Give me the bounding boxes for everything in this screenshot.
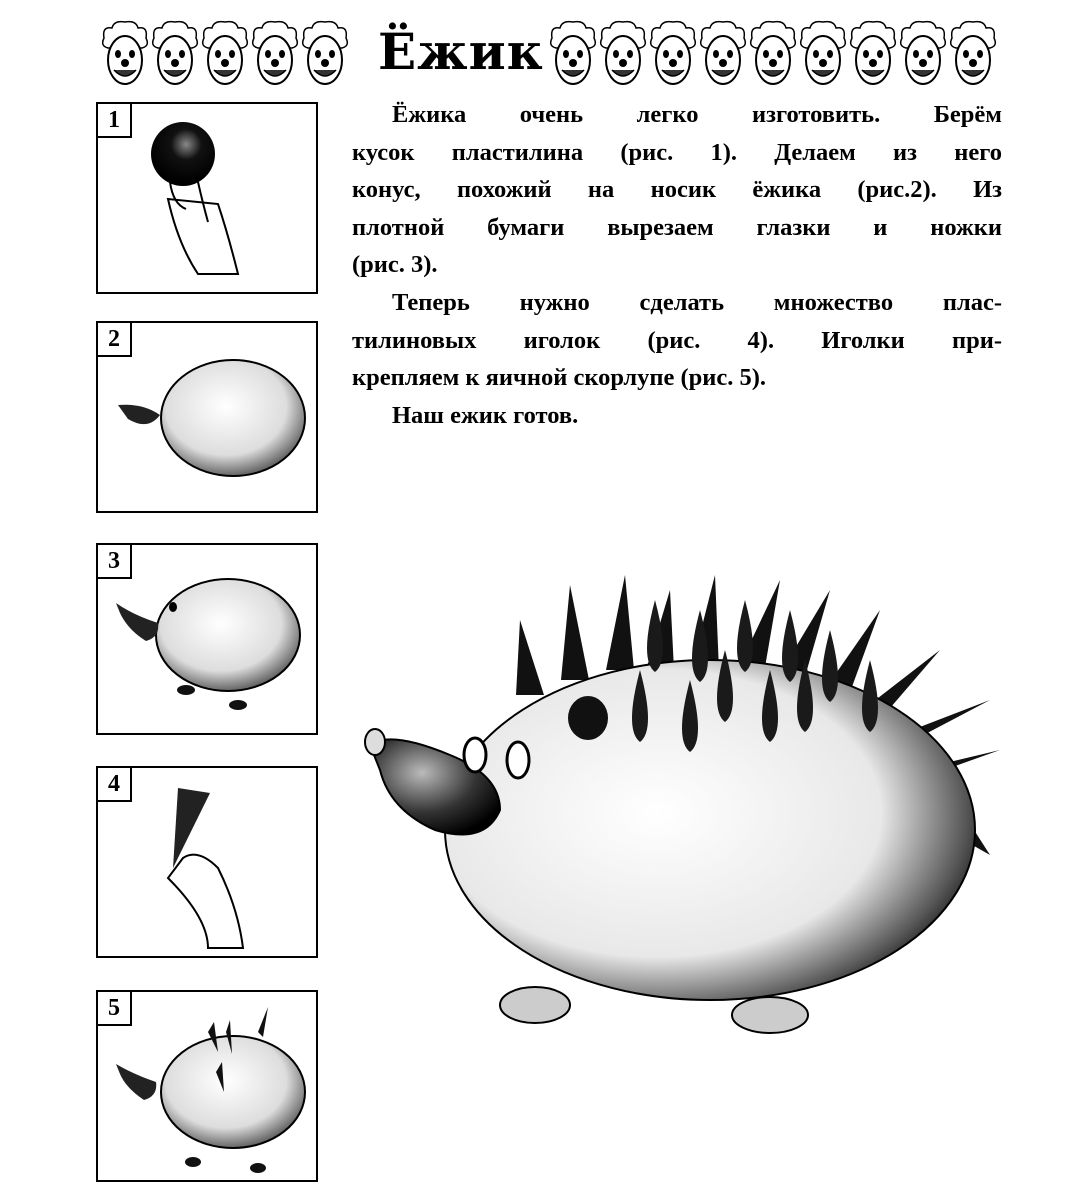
clown-face-icon <box>948 18 998 90</box>
clown-face-icon <box>648 18 698 90</box>
needle-drop <box>737 600 753 672</box>
needle-drop <box>862 660 878 732</box>
text-line: (рис. 3). <box>352 251 438 279</box>
figure-1-panel <box>96 102 318 294</box>
clown-face-icon <box>100 18 150 90</box>
needle-drop <box>782 610 798 682</box>
clown-face-icon <box>598 18 648 90</box>
text-line: тилиновых иголок (рис. 4). Иголки при- <box>352 326 1002 354</box>
clown-face-icon <box>548 18 598 90</box>
clown-face-icon <box>300 18 350 90</box>
clown-face-icon <box>698 18 748 90</box>
clown-face-icon <box>200 18 250 90</box>
figure-number: 5 <box>98 992 132 1026</box>
figure-number: 3 <box>98 545 132 579</box>
needle-drop <box>647 600 663 672</box>
text-line: крепляем к яичной скорлупе (рис. 5). <box>352 364 767 392</box>
clown-faces-right <box>548 18 998 90</box>
needle-drop <box>822 630 838 702</box>
figure-number: 4 <box>98 768 132 802</box>
text-line: конус, похожий на носик ёжика (рис.2). Из <box>352 176 1002 204</box>
paragraph-2 <box>352 284 1002 397</box>
spine <box>606 575 634 670</box>
page-title: Ёжик <box>378 22 544 81</box>
text-line: плотной бумаги вырезаем глазки и ножки <box>352 213 1002 241</box>
spine <box>516 620 544 695</box>
clown-face-icon <box>798 18 848 90</box>
figure-2-panel <box>96 321 318 513</box>
text-line: Наш ежик готов. <box>392 401 579 429</box>
text-line: Ёжика очень легко изготовить. Берём <box>392 101 1002 128</box>
clown-faces-left <box>100 18 350 90</box>
figure-number: 2 <box>98 323 132 357</box>
finished-hedgehog-illustration <box>350 570 1010 1050</box>
instructions-text <box>352 96 1002 434</box>
paragraph-3 <box>352 397 1002 435</box>
spine <box>561 585 589 680</box>
figure-3-panel <box>96 543 318 735</box>
clown-face-icon <box>150 18 200 90</box>
clown-face-icon <box>250 18 300 90</box>
clown-face-icon <box>848 18 898 90</box>
clown-face-icon <box>898 18 948 90</box>
figure-number: 1 <box>98 104 132 138</box>
figure-5-panel <box>96 990 318 1182</box>
clown-face-icon <box>748 18 798 90</box>
figure-4-panel <box>96 766 318 958</box>
text-line: кусок пластилина (рис. 1). Делаем из него <box>352 138 1002 166</box>
paragraph-1 <box>352 96 1002 284</box>
text-line: Теперь нужно сделать множество плас- <box>392 288 1002 316</box>
